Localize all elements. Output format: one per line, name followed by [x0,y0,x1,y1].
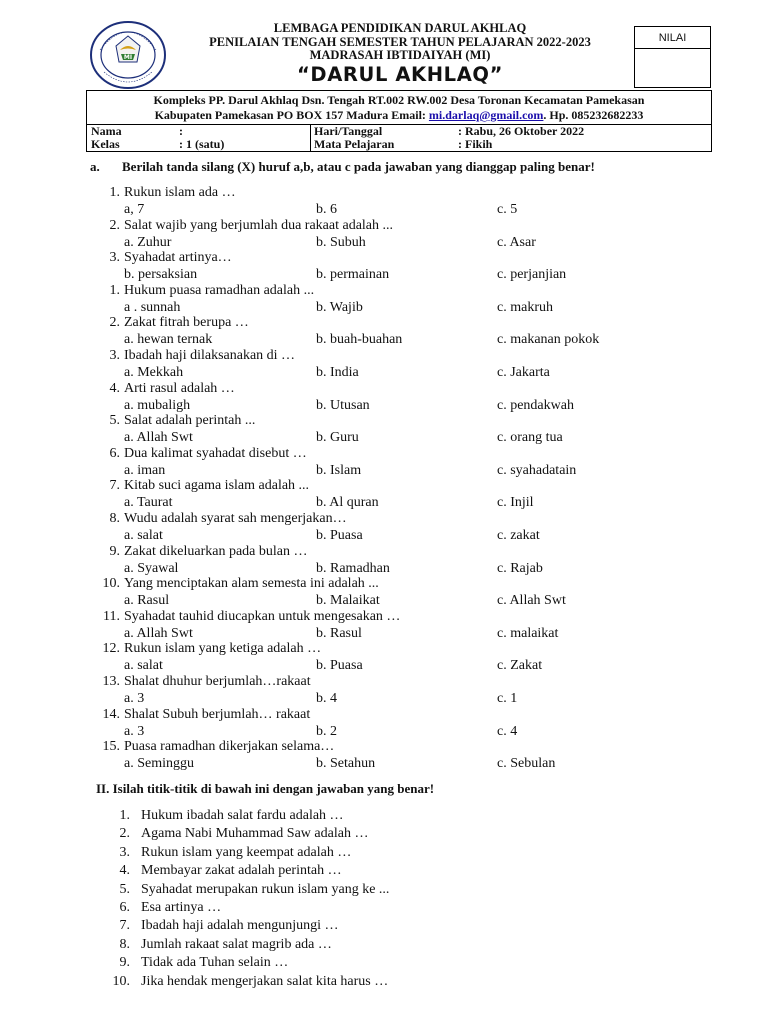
question-text: Shalat dhuhur berjumlah…rakaat [124,674,311,689]
essay-text: Agama Nabi Muhammad Saw adalah … [141,826,369,842]
option-a: b. persaksian [124,267,198,283]
essay-number: 6. [119,900,130,915]
option-c: c. perjanjian [497,267,567,283]
address-line-1: Kompleks PP. Darul Akhlaq Dsn. Tengah RT.002 RW.002 Desa Toronan Kecamatan Pamekasan [153,93,645,107]
question-text: Dua kalimat syahadat disebut … [124,445,307,461]
question-number: 14. [102,706,120,722]
option-c: c. 4 [497,723,518,739]
question-number: 11. [103,608,120,624]
question-number: 13. [102,674,120,689]
option-c: c. Sebulan [497,756,556,772]
option-b: b. Guru [316,430,359,446]
question-text: Puasa ramadhan dikerjakan selama… [124,739,335,755]
option-b: b. 2 [316,723,337,739]
mapel-value: : Fikih [458,137,493,151]
score-label: NILAI [635,27,710,49]
question-number: 6. [109,445,120,461]
question-number: 10. [102,576,120,592]
option-a: a. 3 [124,723,145,739]
option-a: a. 3 [124,691,145,706]
question-text: Rukun islam ada … [124,185,236,200]
email-link[interactable]: mi.darlaq@gmail.com [428,108,544,122]
header-school-name: “DARUL AKHLAQ” [297,62,503,86]
option-c: c. 5 [497,202,518,217]
question-number: 3. [109,348,120,363]
option-b: b. Puasa [316,658,363,674]
question-number: 5. [109,413,120,429]
option-c: c. syahadatain [497,462,577,478]
option-b: b. Islam [316,462,362,478]
option-b: b. Utusan [316,397,370,413]
logo-seal-icon [88,20,168,90]
essay-number: 8. [119,936,130,952]
address-box [86,90,712,125]
header-institution: LEMBAGA PENDIDIKAN DARUL AKHLAQ [273,21,527,35]
option-a: a. Taurat [124,495,173,511]
option-c: c. pendakwah [497,397,574,413]
question-text: Syahadat tauhid diucapkan untuk mengesakan … [124,608,401,624]
option-a: a. Mekkah [124,365,184,380]
essay-text: Jumlah rakaat salat magrib ada … [141,936,332,952]
option-b: b. Subuh [316,234,366,250]
option-b: b. Puasa [316,528,363,543]
essay-number: 7. [119,918,130,934]
option-a: a. Zuhur [124,234,172,250]
option-c: c. makruh [497,299,553,315]
svg-text:MI: MI [123,54,133,61]
section-2-instruction: II. Isilah titik-titik di bawah ini dengan jawaban yang benar! [96,781,435,796]
question-text: Zakat fitrah berupa … [124,315,249,331]
essay-text: Membayar zakat adalah perintah … [141,863,342,879]
option-c: c. Injil [497,495,534,511]
option-c: c. Allah Swt [497,593,566,609]
option-b: b. buah-buahan [316,332,403,348]
school-logo [88,20,168,90]
question-number: 12. [102,641,120,657]
option-a: a. Allah Swt [124,430,193,446]
option-a: a. hewan ternak [124,332,213,348]
score-box [634,26,711,88]
question-text: Salat adalah perintah ... [124,413,256,429]
question-text: Kitab suci agama islam adalah ... [124,478,310,494]
option-a: a. Allah Swt [124,625,193,641]
option-c: c. malaikat [497,625,559,641]
option-b: b. Rasul [316,625,362,641]
option-b: b. Al quran [316,495,379,511]
essay-number: 5. [119,881,130,897]
essay-text: Syahadat merupakan rukun islam yang ke ... [141,881,390,897]
option-c: c. 1 [497,691,518,706]
option-c: c. makanan pokok [497,332,600,348]
nama-value: : [179,124,183,138]
option-a: a. Seminggu [124,756,194,772]
header-school-level: MADRASAH IBTIDAIYAH (MI) [309,48,491,62]
option-c: c. zakat [497,528,540,543]
option-b: b. Malaikat [316,593,380,609]
question-number: 2. [109,315,120,331]
essay-text: Ibadah haji adalah mengunjungi … [141,918,339,934]
question-text: Ibadah haji dilaksanakan di … [124,348,296,363]
option-a: a, 7 [124,202,145,217]
question-number: 2. [109,217,120,233]
option-b: b. India [316,365,359,380]
question-number: 15. [102,739,120,755]
kelas-label: Kelas [91,137,120,151]
essay-number: 2. [119,826,130,842]
section-a-instruction: a. Berilah tanda silang (X) huruf a,b, atau c pada jawaban yang dianggap paling benar! [90,159,595,174]
option-a: a. mubaligh [124,397,191,413]
option-a: a . sunnah [124,299,181,315]
essay-number: 4. [119,863,130,879]
option-b: b. Setahun [316,756,376,772]
option-a: a. salat [124,658,163,674]
question-text: Hukum puasa ramadhan adalah ... [124,282,315,298]
mapel-label: Mata Pelajaran [314,137,395,151]
essay-text: Tidak ada Tuhan selain … [141,955,289,971]
header-exam-title: PENILAIAN TENGAH SEMESTER TAHUN PELAJARAN 2022-2023 [209,34,591,49]
essay-text: Rukun islam yang keempat adalah … [141,844,352,860]
essay-text: Jika hendak mengerjakan salat kita harus … [141,973,389,989]
question-text: Shalat Subuh berjumlah… rakaat [124,706,311,722]
question-number: 1. [109,185,120,200]
option-c: c. Asar [497,234,536,250]
question-number: 4. [109,380,120,396]
info-divider [310,125,311,151]
option-b: b. 6 [316,202,337,217]
essay-text: Hukum ibadah salat fardu adalah … [141,808,344,823]
essay-number: 3. [119,844,130,860]
question-text: Wudu adalah syarat sah mengerjakan… [124,511,347,526]
essay-number: 1. [119,808,130,823]
question-text: Zakat dikeluarkan pada bulan … [124,543,308,559]
nama-label: Nama [91,124,122,138]
question-number: 3. [109,250,120,266]
section-a-marker: a. [90,159,100,174]
question-text: Arti rasul adalah … [124,380,235,396]
option-c: c. Zakat [497,658,543,674]
essay-number: 9. [119,955,130,971]
header-block [170,22,630,87]
question-number: 9. [109,543,120,559]
question-number: 1. [109,282,120,298]
question-text: Salat wajib yang berjumlah dua rakaat adalah ... [124,217,394,233]
option-a: a. salat [124,528,163,543]
option-b: b. permainan [316,267,390,283]
option-c: c. Jakarta [497,365,550,380]
question-text: Syahadat artinya… [124,250,232,266]
kelas-value: : 1 (satu) [179,137,225,151]
hari-value: : Rabu, 26 Oktober 2022 [458,124,585,138]
question-number: 7. [109,478,120,494]
address-line-2: Kabupaten Pamekasan PO BOX 157 Madura Email: mi.darlaq@gmail.com. Hp. 085232682233 [154,108,644,122]
question-text: Rukun islam yang ketiga adalah … [124,641,322,657]
hari-label: Hari/Tanggal [314,124,383,138]
option-a: a. Rasul [124,593,170,609]
option-c: c. Rajab [497,560,543,576]
question-number: 8. [109,511,120,526]
option-c: c. orang tua [497,430,563,446]
essay-text: Esa artinya … [141,900,222,915]
option-b: b. 4 [316,691,337,706]
option-b: b. Ramadhan [316,560,390,576]
option-a: a. Syawal [124,560,179,576]
option-a: a. iman [124,462,166,478]
question-text: Yang menciptakan alam semesta ini adalah ... [124,576,379,592]
essay-number: 10. [112,973,130,989]
student-info-box [86,124,712,152]
option-b: b. Wajib [316,299,363,315]
